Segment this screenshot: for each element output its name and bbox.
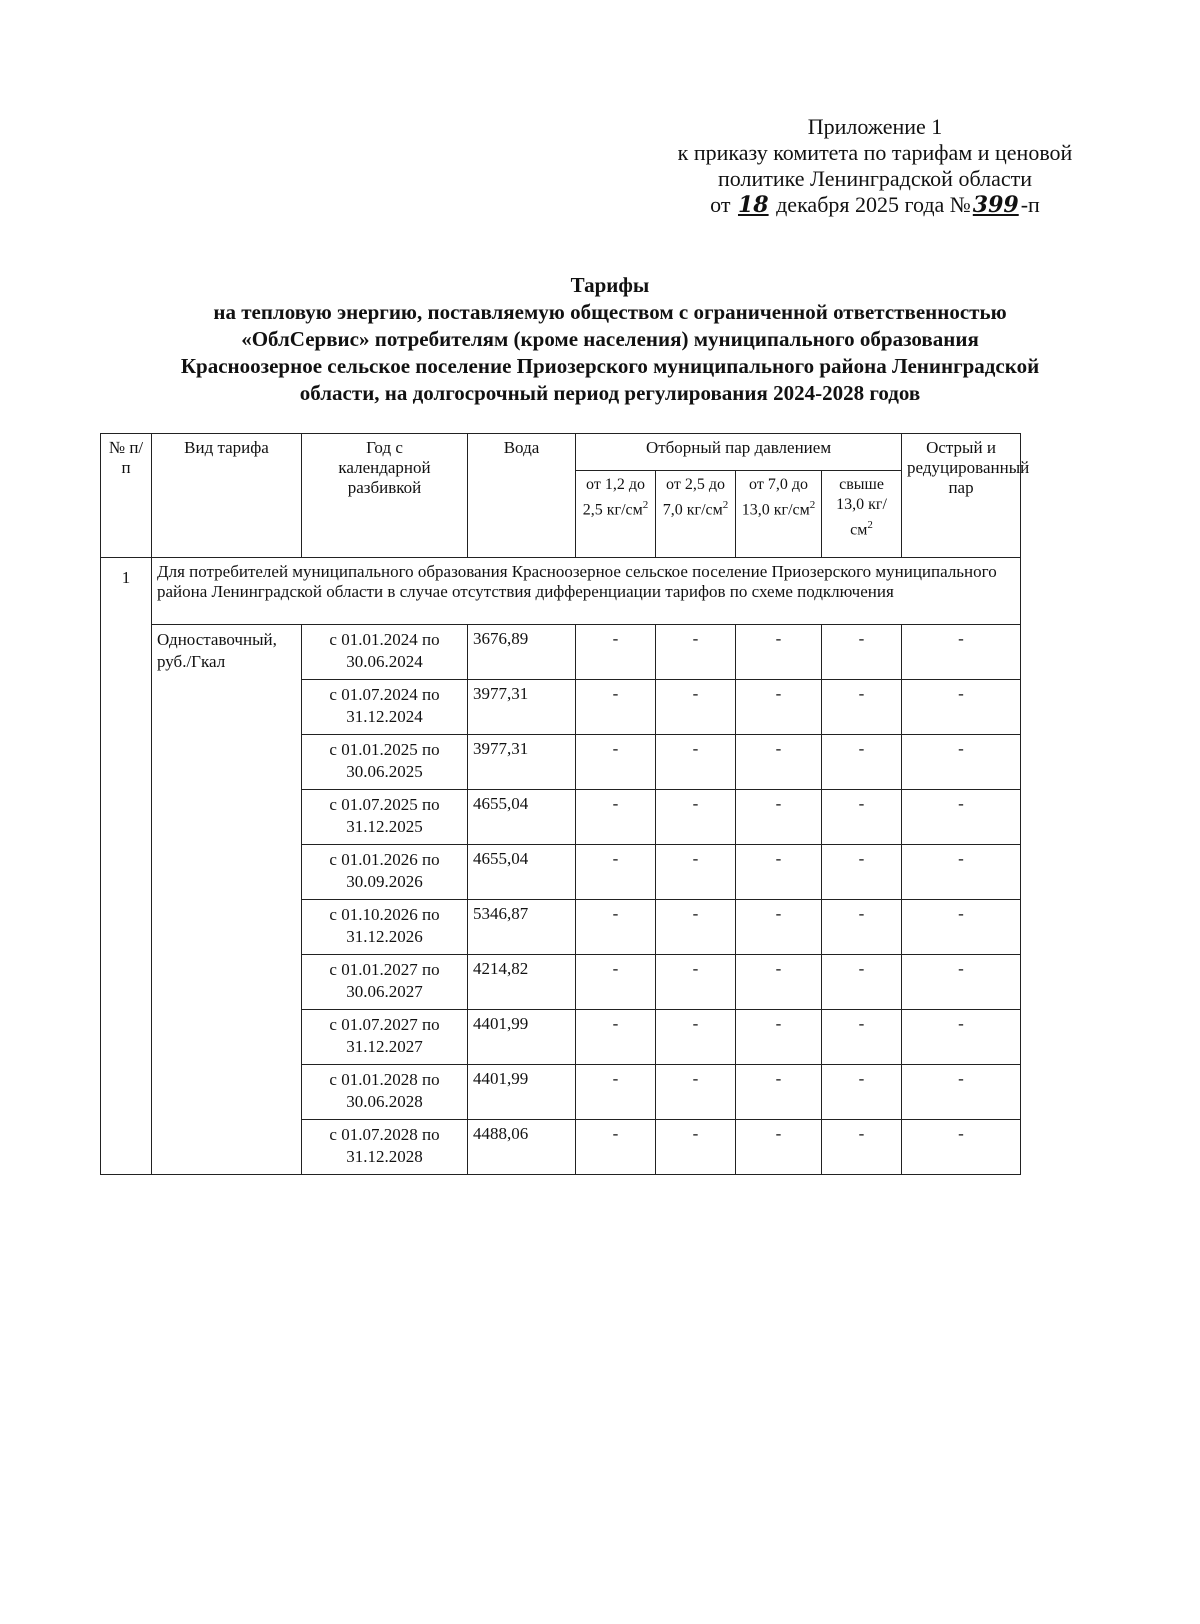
row-p4: - xyxy=(822,625,902,680)
row-p1: - xyxy=(576,1120,656,1175)
row-sharp: - xyxy=(902,1065,1021,1120)
row-p1: - xyxy=(576,900,656,955)
header-pressure-3-label: от 7,0 до 13,0 кг/см xyxy=(741,476,810,519)
row-p2: - xyxy=(656,845,736,900)
title-line-4: области, на долгосрочный период регулирования 2024-2028 годов xyxy=(299,381,921,405)
row-p2: - xyxy=(656,1010,736,1065)
row-p4: - xyxy=(822,735,902,790)
header-kind: Вид тарифа xyxy=(152,434,302,558)
row-p3: - xyxy=(736,955,822,1010)
date-rest: декабря 2025 года № xyxy=(776,192,971,217)
header-selected-steam: Отборный пар давлением xyxy=(576,434,902,471)
header-pressure-1 xyxy=(576,471,656,558)
row-period: с 01.07.2028 по 31.12.2028 xyxy=(302,1120,468,1175)
title-heading: Тарифы xyxy=(570,273,650,297)
row-water-value: 4401,99 xyxy=(468,1065,576,1120)
row-p2: - xyxy=(656,1065,736,1120)
row-sharp: - xyxy=(902,790,1021,845)
row-water-value: 4401,99 xyxy=(468,1010,576,1065)
row-p1: - xyxy=(576,680,656,735)
row-period: с 01.07.2025 по 31.12.2025 xyxy=(302,790,468,845)
header-water: Вода xyxy=(468,434,576,558)
unit-power: 2 xyxy=(642,499,649,511)
table-row xyxy=(101,625,1021,680)
row-p3: - xyxy=(736,845,822,900)
row-sharp: - xyxy=(902,955,1021,1010)
row-p2: - xyxy=(656,900,736,955)
row-period: с 01.07.2024 по 31.12.2024 xyxy=(302,680,468,735)
header-pressure-3 xyxy=(736,471,822,558)
row-water-value: 3676,89 xyxy=(468,625,576,680)
row-p4: - xyxy=(822,1120,902,1175)
row-p1: - xyxy=(576,625,656,680)
row-period: с 01.07.2027 по 31.12.2027 xyxy=(302,1010,468,1065)
unit-power: 2 xyxy=(809,499,816,511)
row-p4: - xyxy=(822,1010,902,1065)
row-period: с 01.01.2025 по 30.06.2025 xyxy=(302,735,468,790)
date-day-handwritten: 18 xyxy=(737,192,769,218)
title-line-1: на тепловую энергию, поставляемую обществом с ограниченной ответственностью xyxy=(213,300,1007,324)
row-p3: - xyxy=(736,790,822,845)
row-p4: - xyxy=(822,900,902,955)
row-p1: - xyxy=(576,955,656,1010)
row-p3: - xyxy=(736,680,822,735)
row-p3: - xyxy=(736,1065,822,1120)
row-sharp: - xyxy=(902,625,1021,680)
row-p1: - xyxy=(576,735,656,790)
header-pressure-2 xyxy=(656,471,736,558)
row-p2: - xyxy=(656,680,736,735)
row-p3: - xyxy=(736,1120,822,1175)
header-sharp-steam: Острый и редуцированный пар xyxy=(902,434,1021,558)
row-p4: - xyxy=(822,1065,902,1120)
title-line-2: «ОблСервис» потребителям (кроме населения) муниципального образования xyxy=(241,327,979,351)
header-row-1 xyxy=(101,434,1021,471)
unit-power: 2 xyxy=(722,499,729,511)
row-water-value: 4655,04 xyxy=(468,790,576,845)
row-period: с 01.01.2028 по 30.06.2028 xyxy=(302,1065,468,1120)
row-p4: - xyxy=(822,845,902,900)
appendix-line-2: к приказу комитета по тарифам и ценовой xyxy=(677,140,1073,165)
appendix-line-3: политике Ленинградской области xyxy=(717,166,1032,191)
tariff-kind: Одноставочный, руб./Гкал xyxy=(152,625,302,1175)
row-period: с 01.10.2026 по 31.12.2026 xyxy=(302,900,468,955)
row-water-value: 4488,06 xyxy=(468,1120,576,1175)
row-sharp: - xyxy=(902,1010,1021,1065)
row-p2: - xyxy=(656,625,736,680)
row-p4: - xyxy=(822,955,902,1010)
row-water-value: 5346,87 xyxy=(468,900,576,955)
row-p3: - xyxy=(736,735,822,790)
row-period: с 01.01.2026 по 30.09.2026 xyxy=(302,845,468,900)
row-p3: - xyxy=(736,1010,822,1065)
document-title xyxy=(90,272,1130,407)
header-pressure-1-label: от 1,2 до 2,5 кг/см xyxy=(582,476,645,519)
row-sharp: - xyxy=(902,900,1021,955)
row-water-value: 3977,31 xyxy=(468,735,576,790)
row-p2: - xyxy=(656,1120,736,1175)
header-pressure-4 xyxy=(822,471,902,558)
header-pressure-2-label: от 2,5 до 7,0 кг/см xyxy=(662,476,725,519)
header-pressure-4-label: свыше 13,0 кг/см xyxy=(836,476,887,539)
order-suffix: -п xyxy=(1020,192,1040,217)
header-num: № п/п xyxy=(101,434,152,558)
row-sharp: - xyxy=(902,735,1021,790)
row-period: с 01.01.2024 по 30.06.2024 xyxy=(302,625,468,680)
row-p4: - xyxy=(822,790,902,845)
row-water-value: 3977,31 xyxy=(468,680,576,735)
row-p1: - xyxy=(576,845,656,900)
section-description: Для потребителей муниципального образования Красноозерное сельское поселение Приозерского муниципального района Ленинградской области в случае отсутствия дифференциации тарифов по схеме подключения xyxy=(152,558,1021,625)
row-p3: - xyxy=(736,900,822,955)
row-p2: - xyxy=(656,790,736,845)
appendix-date-line xyxy=(640,192,1110,218)
title-line-3: Красноозерное сельское поселение Приозерского муниципального района Ленинградской xyxy=(180,354,1040,378)
section-row xyxy=(101,558,1021,625)
row-period: с 01.01.2027 по 30.06.2027 xyxy=(302,955,468,1010)
section-number: 1 xyxy=(101,558,152,1175)
row-p4: - xyxy=(822,680,902,735)
appendix-block xyxy=(640,114,1110,218)
date-prefix: от xyxy=(710,192,731,217)
appendix-line-1: Приложение 1 xyxy=(807,114,943,139)
row-sharp: - xyxy=(902,1120,1021,1175)
row-p2: - xyxy=(656,735,736,790)
row-sharp: - xyxy=(902,680,1021,735)
row-p1: - xyxy=(576,1010,656,1065)
row-water-value: 4214,82 xyxy=(468,955,576,1010)
row-p1: - xyxy=(576,790,656,845)
row-p2: - xyxy=(656,955,736,1010)
header-year: Год с календарной разбивкой xyxy=(302,434,468,558)
row-sharp: - xyxy=(902,845,1021,900)
unit-power: 2 xyxy=(867,519,873,531)
row-p3: - xyxy=(736,625,822,680)
order-number-handwritten: 399 xyxy=(972,192,1019,218)
row-water-value: 4655,04 xyxy=(468,845,576,900)
tariff-table xyxy=(100,433,1030,1175)
row-p1: - xyxy=(576,1065,656,1120)
